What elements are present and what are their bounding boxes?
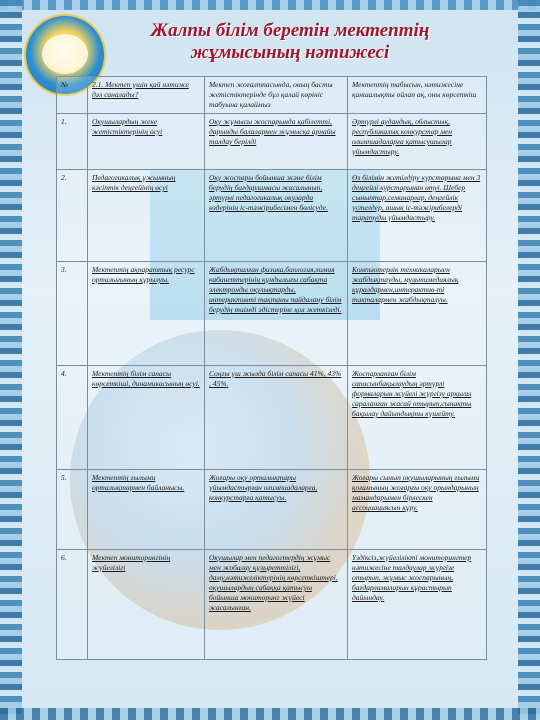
- row-number: 2.: [57, 170, 88, 262]
- row-expression: Жабдықталған физика,биология,химия кабинеттерінің құндылығы сабақта электронды оқулықтарды, интерактивті тақтаны пайдалану білім берудің тиімді әдістеріне қол жеткізеді.: [205, 262, 348, 366]
- header-cell-expression: Мектеп жоғалтпасында, оның басты жетістіктерінде бұл қалай көрініс табуына қалаймыз: [205, 77, 348, 114]
- table-header-row: [57, 77, 487, 114]
- row-indicator: Компьютерлік техникаларыен жабдықтауды, мультимедиялық құралдармен,интерактив-ті тақталармен жабдықталуы.: [348, 262, 487, 366]
- row-expression: Соңғы үш жылда білім сапасы 41%, 43% , 45%.: [205, 366, 348, 470]
- row-indicator: Өз білімін жетілдіру курстарына мен 3 деңгейлі курстарынан өтуі. Шебер сыныптар,семинарлар, деңгейлік үстелдер, ашық іс-тәжірибелерді таратуды үйымдастыру.: [348, 170, 487, 262]
- ornament-border-bottom: [0, 708, 540, 720]
- emblem-center: [42, 34, 88, 74]
- table-row: [57, 366, 487, 470]
- row-indicator: Жоспарланған білім сапасынбақылаудың әртүрлі формаларын жүйелі жүргізу арқылы сараланған жасай отырып,сынақты бақылау дайындықты күшейту.: [348, 366, 487, 470]
- table-row: [57, 262, 487, 366]
- table-row: [57, 114, 487, 170]
- row-number: 5.: [57, 470, 88, 550]
- ornament-border-right: [518, 0, 540, 720]
- row-result: Оқушылардың жеке жетістіктерінің өсуі: [88, 114, 205, 170]
- row-indicator: Әртүрлі аудандық, облыстық, республикалық конкурстар мен олимпиадаларға қатысушылар үйымдастыру.: [348, 114, 487, 170]
- row-number: 4.: [57, 366, 88, 470]
- header-cell-indicator: Мектептің табысын, нәтижесіне қаншалықты ойлап ақ, оны көрсеткіш: [348, 77, 487, 114]
- row-result: Мектептің ақпараттық ресурс орталығының құрылуы.: [88, 262, 205, 366]
- header-cell-number: №: [57, 77, 88, 114]
- row-result: Педагогикалық ұжымның кәсіптік деңгейінің өсуі: [88, 170, 205, 262]
- page-title: Жалпы білім беретін мектептің жұмысының нәтижесі: [150, 20, 430, 63]
- ornament-border-left: [0, 0, 22, 720]
- table-row: [57, 550, 487, 660]
- row-expression: Оқу жұмысы жоспарында қабілетті, дарынды балалармен жұмысқа арнайы талдау берілді: [205, 114, 348, 170]
- header-cell-result: 2.1. Мектеп үшін қай нәтиже дәл саналады?: [88, 77, 205, 114]
- row-result: Мектеп мониторингінің жүйелілігі: [88, 550, 205, 660]
- table-row: [57, 470, 487, 550]
- table-row: [57, 170, 487, 262]
- row-result: Мектептің білім сапасы көрсеткіші, динамикасының өсуі.: [88, 366, 205, 470]
- row-indicator: Жоғары сынып оқушыларының ғылыми қоғамының жоғарғы оқу орындарының мамандарымен бірлескен ассоциациясын құру.: [348, 470, 487, 550]
- row-result: Мектептің ғылыми орталықтармен байланысы.: [88, 470, 205, 550]
- row-number: 3.: [57, 262, 88, 366]
- results-table: [56, 76, 487, 660]
- row-number: 6.: [57, 550, 88, 660]
- row-expression: Жоғары оқу орталықтары үйымдастырған олимпиадаларға, конкурстарға қатысуы.: [205, 470, 348, 550]
- row-expression: Оқушылар мен педагогтердің жұмыс мен жобалау құзыреттілігі, даму,нәтижеліктерінің көрсеткіштері, оқушылардың сабаққа қатысуы бойынша мониторинг жүйесі жасалынған.: [205, 550, 348, 660]
- ornament-border-top: [0, 0, 540, 10]
- row-expression: Оқу жоспары бойынша және білім берудің бағдарламасы жасалынып, әртүрлі педагогикалық оқуларда өздерінің іс-тәжірибесімен бөлісуде.: [205, 170, 348, 262]
- row-number: 1.: [57, 114, 88, 170]
- row-indicator: Үздіксіз,жүйелілікті мониторингтер нәтижесіне талдаулар жүргізе отырып, жұмыс жоспарының, бағдарламаларын құрастырып дайындау.: [348, 550, 487, 660]
